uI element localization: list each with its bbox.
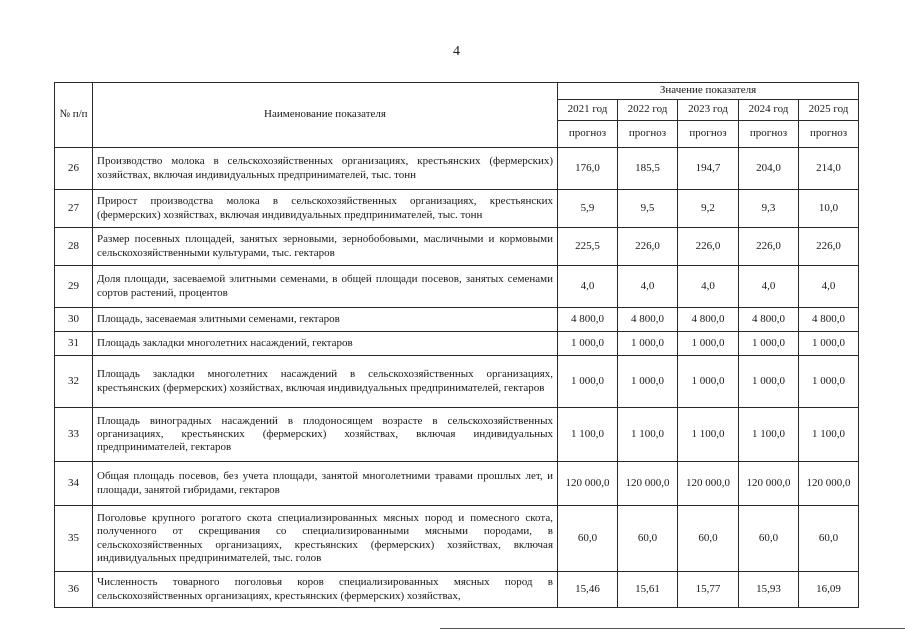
header-year: 2024 год [739,100,799,121]
row-value: 1 000,0 [799,356,859,408]
header-year: 2025 год [799,100,859,121]
row-value: 226,0 [618,228,678,266]
table-row [55,308,859,332]
row-indicator-name: Численность товарного поголовья коров специализированных мясных пород в сельскохозяйственных организациях, крестьянских (фермерских) хозяйствах, [93,572,558,608]
row-value: 1 100,0 [799,408,859,462]
row-value: 1 000,0 [558,356,618,408]
row-value: 4,0 [558,266,618,308]
row-value: 1 000,0 [618,356,678,408]
row-value: 15,61 [618,572,678,608]
header-number: № п/п [55,83,93,148]
header-kind: прогноз [799,121,859,148]
row-value: 4,0 [799,266,859,308]
row-value: 15,46 [558,572,618,608]
row-value: 4 800,0 [739,308,799,332]
header-year: 2022 год [618,100,678,121]
row-value: 60,0 [618,506,678,572]
row-value: 1 000,0 [678,356,739,408]
row-value: 4 800,0 [678,308,739,332]
row-value: 226,0 [799,228,859,266]
row-number: 34 [55,462,93,506]
table-row [55,228,859,266]
table-row [55,190,859,228]
scan-edge-line [440,628,905,629]
row-indicator-name: Площадь закладки многолетних насаждений в сельскохозяйственных организациях, крестьянских (фермерских) хозяйствах, включая индивидуальных предпринимателей, гектаров [93,356,558,408]
table-row [55,462,859,506]
row-value: 214,0 [799,148,859,190]
row-value: 1 000,0 [558,332,618,356]
row-value: 16,09 [799,572,859,608]
row-value: 4,0 [739,266,799,308]
row-number: 31 [55,332,93,356]
row-value: 1 000,0 [739,356,799,408]
row-value: 120 000,0 [678,462,739,506]
row-value: 9,2 [678,190,739,228]
row-value: 60,0 [678,506,739,572]
row-indicator-name: Прирост производства молока в сельскохозяйственных организациях, крестьянских (фермерских) хозяйствах, включая индивидуальных предпринимателей, тыс. тонн [93,190,558,228]
row-number: 35 [55,506,93,572]
row-value: 1 000,0 [799,332,859,356]
row-value: 1 000,0 [618,332,678,356]
row-value: 4 800,0 [558,308,618,332]
row-value: 60,0 [799,506,859,572]
table-row [55,506,859,572]
row-value: 10,0 [799,190,859,228]
row-value: 4,0 [618,266,678,308]
row-indicator-name: Производство молока в сельскохозяйственных организациях, крестьянских (фермерских) хозяйствах, включая индивидуальных предпринимателей, тыс. тонн [93,148,558,190]
header-kind: прогноз [618,121,678,148]
row-value: 1 100,0 [678,408,739,462]
row-value: 1 100,0 [618,408,678,462]
table-row [55,332,859,356]
header-indicator-value: Значение показателя [558,83,859,100]
row-value: 15,93 [739,572,799,608]
indicators-table [54,82,859,608]
table-row [55,266,859,308]
header-kind: прогноз [678,121,739,148]
row-indicator-name: Поголовье крупного рогатого скота специализированных мясных пород и помесного скота, полученного от скрещивания со специализированными мясными породами, в сельскохозяйственных организациях, крестьянских (фермерских) хозяйствах, включая индивидуальных предпринимателей, тыс. голов [93,506,558,572]
table-row [55,148,859,190]
row-value: 120 000,0 [739,462,799,506]
row-number: 33 [55,408,93,462]
row-value: 120 000,0 [558,462,618,506]
row-number: 27 [55,190,93,228]
row-value: 120 000,0 [799,462,859,506]
row-value: 4 800,0 [618,308,678,332]
row-value: 185,5 [618,148,678,190]
row-value: 1 100,0 [558,408,618,462]
row-value: 176,0 [558,148,618,190]
row-value: 1 000,0 [739,332,799,356]
row-indicator-name: Площадь виноградных насаждений в плодоносящем возрасте в сельскохозяйственных организациях, крестьянских (фермерских) хозяйствах, включая индивидуальных предпринимателей, гектаров [93,408,558,462]
row-value: 226,0 [739,228,799,266]
row-value: 204,0 [739,148,799,190]
table-row [55,572,859,608]
table-row [55,408,859,462]
row-indicator-name: Общая площадь посевов, без учета площади, занятой многолетними травами прошлых лет, и площади, занятой гибридами, гектаров [93,462,558,506]
page-number: 4 [453,44,460,59]
header-year: 2021 год [558,100,618,121]
header-indicator-name: Наименование показателя [93,83,558,148]
row-value: 1 100,0 [739,408,799,462]
row-value: 225,5 [558,228,618,266]
header-year: 2023 год [678,100,739,121]
row-indicator-name: Размер посевных площадей, занятых зерновыми, зернобобовыми, масличными и кормовыми сельскохозяйственными культурами, тыс. гектаров [93,228,558,266]
row-number: 36 [55,572,93,608]
row-value: 4 800,0 [799,308,859,332]
row-value: 9,5 [618,190,678,228]
row-value: 15,77 [678,572,739,608]
row-value: 1 000,0 [678,332,739,356]
row-value: 60,0 [558,506,618,572]
row-number: 29 [55,266,93,308]
row-indicator-name: Доля площади, засеваемой элитными семенами, в общей площади посевов, занятых семенами сортов растений, процентов [93,266,558,308]
row-indicator-name: Площадь закладки многолетних насаждений, гектаров [93,332,558,356]
row-value: 120 000,0 [618,462,678,506]
row-number: 32 [55,356,93,408]
header-kind: прогноз [558,121,618,148]
row-value: 9,3 [739,190,799,228]
table-row [55,356,859,408]
header-kind: прогноз [739,121,799,148]
row-value: 60,0 [739,506,799,572]
row-number: 28 [55,228,93,266]
row-number: 30 [55,308,93,332]
row-value: 226,0 [678,228,739,266]
row-number: 26 [55,148,93,190]
row-indicator-name: Площадь, засеваемая элитными семенами, гектаров [93,308,558,332]
row-value: 5,9 [558,190,618,228]
row-value: 194,7 [678,148,739,190]
row-value: 4,0 [678,266,739,308]
